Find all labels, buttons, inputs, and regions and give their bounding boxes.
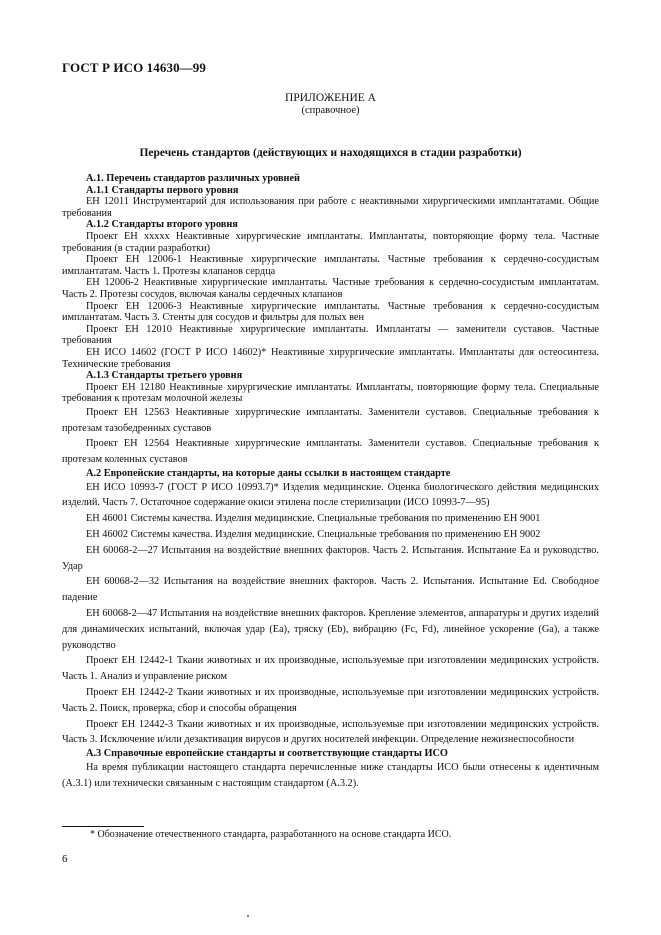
paragraph: ЕН 46001 Системы качества. Изделия медицинские. Специальные требования по применению ЕН 9001 [86,513,541,525]
section-heading-a2: А.2 Европейские стандарты, на которые даны ссылки в настоящем стандарте [86,468,451,480]
section-heading-a1: А.1. Перечень стандартов различных уровней [86,173,300,184]
appendix-note: (справочное) [301,105,360,116]
section-heading-a3: А.3 Справочные европейские стандарты и соответствующие стандарты ИСО [86,748,448,760]
document-body [62,173,599,791]
main-heading: Перечень стандартов (действующих и находящихся в стадии разработки) [139,147,522,159]
section-heading-a11: А.1.1 Стандарты первого уровня [86,184,239,196]
paragraph: ЕН ИСО 10993-7 (ГОСТ Р ИСО 10993.7)* Изделия медицинские. Оценка биологического действия медицинских изделий. Часть 7. Остаточное содержание окиси этилена после стерилизации (ИСО 10993-7—95) [62,481,599,509]
paragraph: ЕН 12011 Инструментарий для использования при работе с неактивными хирургическими имплантатами. Общие требования [62,196,599,219]
paragraph: Проект ЕН 12180 Неактивные хирургические имплантаты. Имплантаты, повторяющие форму тела. Специальные требования к протезам молочной железы [62,381,599,405]
paragraph: На время публикации настоящего стандарта перечисленные ниже стандарты ИСО были отнесены к идентичным (А.3.1) или технически связанным с настоящим стандартом (А.3.2). [62,761,599,789]
standard-code: ГОСТ Р ИСО 14630—99 [62,60,206,75]
paragraph: ЕН ИСО 14602 (ГОСТ Р ИСО 14602)* Неактивные хирургические имплантаты. Имплантаты для остеосинтеза. Технические требования [62,346,599,370]
section-a1 [62,173,599,468]
paragraph: Проект ЕН 12564 Неактивные хирургические имплантаты. Заменители суставов. Специальные требования к протезам коленных суставов [62,438,599,466]
paragraph: ЕН 46002 Системы качества. Изделия медицинские. Специальные требования по применению ЕН 9002 [86,529,541,541]
section-heading-a13: А.1.3 Стандарты третьего уровня [86,370,243,382]
page-number: 6 [62,853,68,865]
paragraph: Проект ЕН 12563 Неактивные хирургические имплантаты. Заменители суставов. Специальные требования к протезам тазобедренных суставов [62,406,599,434]
paragraph: Проект ЕН 12006-3 Неактивные хирургические имплантаты. Частные требования к сердечно-сосудистым имплантатам. Часть 3. Стенты для сосудов и фильтры для полых вен [62,300,599,324]
section-a3 [62,748,599,791]
paragraph: Проект ЕН 12010 Неактивные хирургические имплантаты. Имплантаты — заменители суставов. Частные требования [62,323,599,347]
paragraph: Проект ЕН 12006-1 Неактивные хирургические имплантаты. Частные требования к сердечно-сосудистым имплантатам. Часть 1. Протезы клапанов сердца [62,254,599,277]
paragraph: Проект ЕН 12442-2 Ткани животных и их производные, используемые при изготовлении медицинских устройств. Часть 2. Поиск, проверка, сбор и способы обращения [62,687,599,714]
paragraph: Проект ЕН 12442-3 Ткани животных и их производные, используемые при изготовлении медицинских устройств. Часть 3. Исключение и/или дезактивация вирусов и других носителей инфекции. Определение нежизнеспособности [62,718,599,746]
section-a2 [62,468,599,748]
paragraph: ЕН 12006-2 Неактивные хирургические имплантаты. Частные требования к сердечно-сосудистым имплантатам. Часть 2. Протезы сосудов, включая каналы сердечных клапанов [62,277,599,300]
appendix-title: ПРИЛОЖЕНИЕ А [285,92,376,104]
footnote: * Обозначение отечественного стандарта, разработанного на основе стандарта ИСО. [90,829,452,840]
paragraph: ЕН 60068-2—27 Испытания на воздействие внешних факторов. Часть 2. Испытания. Испытание Еа и руководство. Удар [62,544,599,572]
scan-speck [247,915,249,917]
paragraph: ЕН 60068-2—47 Испытания на воздействие внешних факторов. Крепление элементов, аппаратуры и других изделий для динамических испытаний, включая удар (Еа), тряску (Eb), вибрацию (Fc, Fd), линейное ускорение (Ga), а также руководство [62,608,599,651]
section-heading-a12: А.1.2 Стандарты второго уровня [86,219,238,231]
paragraph: Проект ЕН 12442-1 Ткани животных и их производные, используемые при изготовлении медицинских устройств. Часть 1. Анализ и управление риском [62,655,599,683]
paragraph: Проект ЕН xxxxx Неактивные хирургические имплантаты. Имплантаты, повторяющие форму тела. Частные требования (в стадии разработки) [62,230,599,254]
footnote-divider [62,826,144,827]
paragraph: ЕН 60068-2—32 Испытания на воздействие внешних факторов. Часть 2. Испытания. Испытание Ed. Свободное падение [62,576,599,604]
